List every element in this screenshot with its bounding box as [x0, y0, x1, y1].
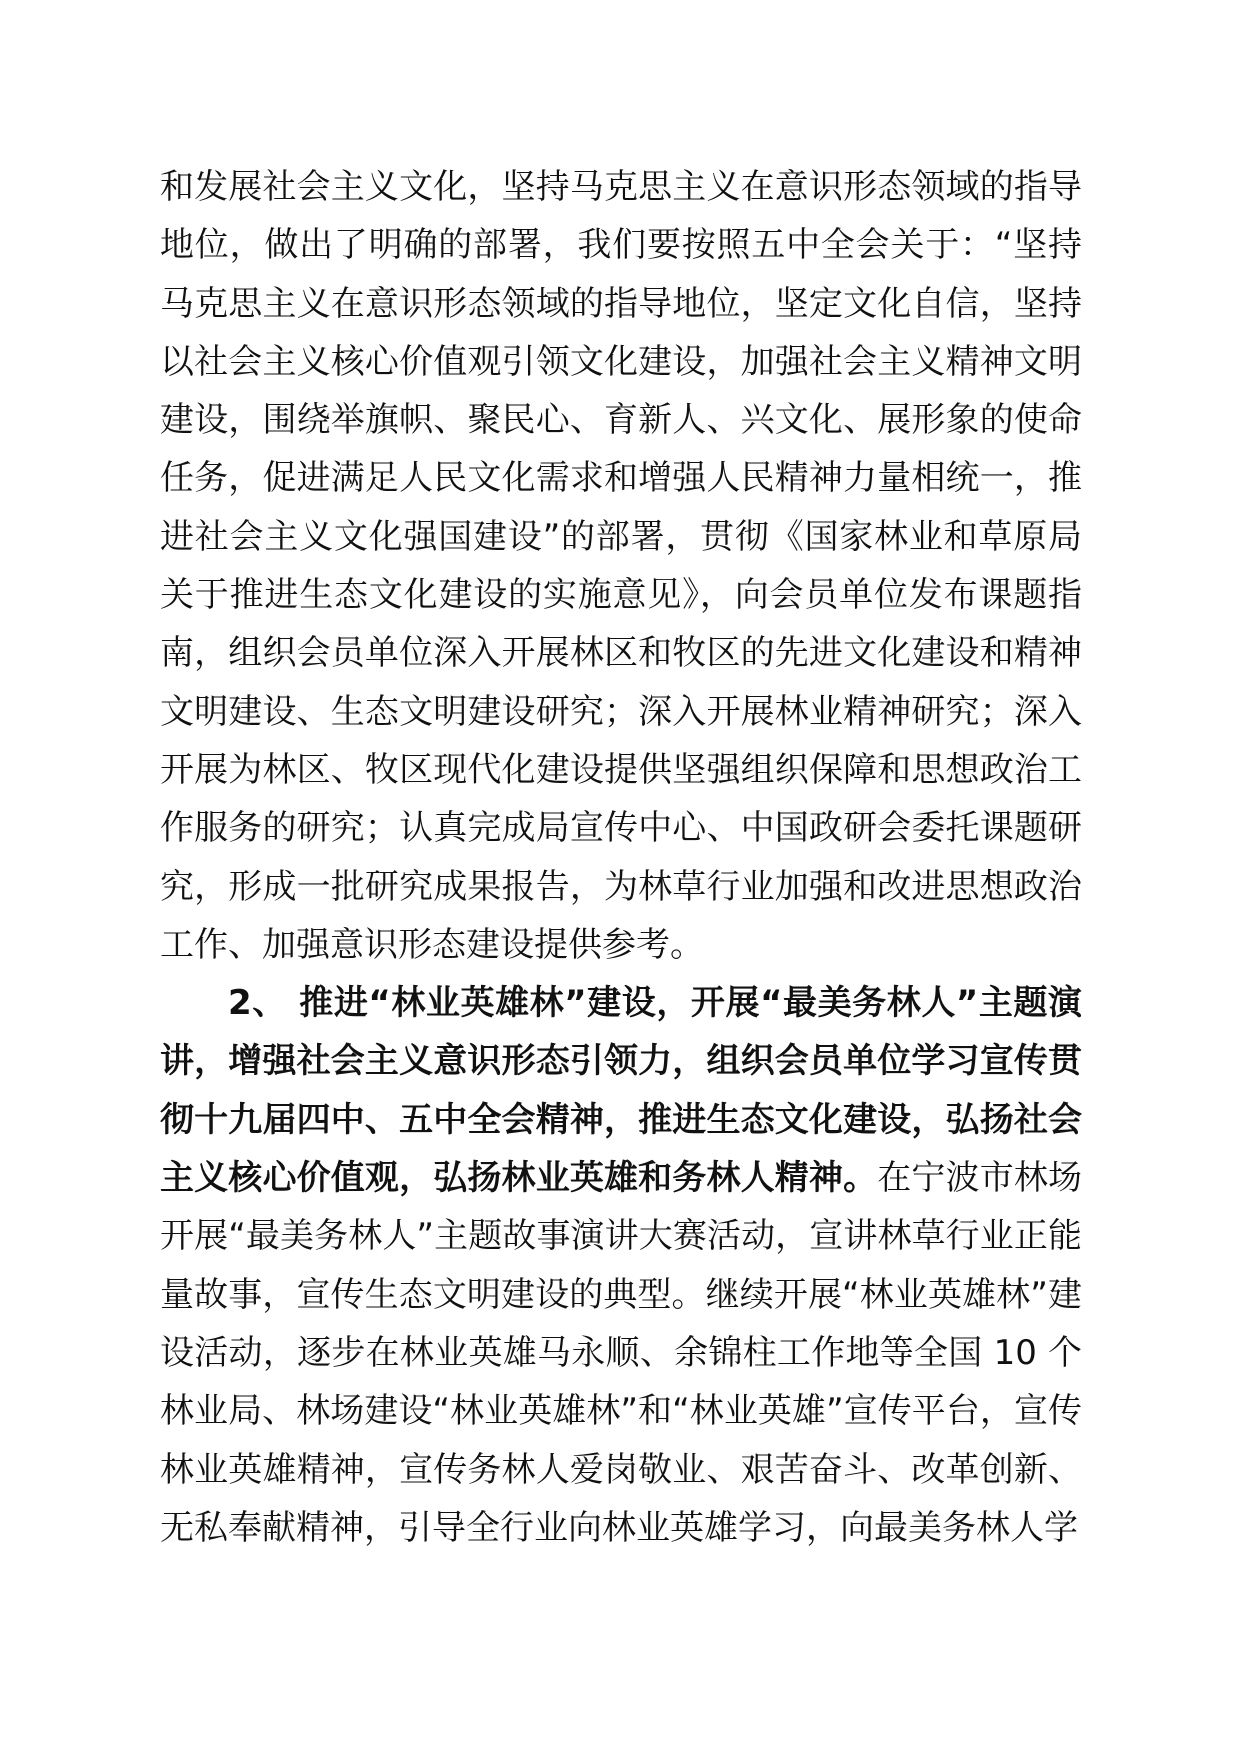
paragraph [160, 158, 1082, 974]
paragraph-text: 和发展社会主义文化，坚持马克思主义在意识形态领域的指导地位，做出了明确的部署，我们要按照五中全会关于：“坚持马克思主义在意识形态领域的指导地位，坚定文化自信，坚持以社会主义核心价值观引领文化建设，加强社会主义精神文明建设，围绕举旗帜、聚民心、育新人、兴文化、展形象的使命任务，促进满足人民文化需求和增强人民精神力量相统一，推进社会主义文化强国建设”的部署，贯彻《国家林业和草原局关于推进生态文化建设的实施意见》，向会员单位发布课题指南，组织会员单位深入开展林区和牧区的先进文化建设和精神文明建设、生态文明建设研究；深入开展林业精神研究；深入开展为林区、牧区现代化建设提供坚强组织保障和思想政治工作服务的研究；认真完成局宣传中心、中国政研会委托课题研究，形成一批研究成果报告，为林草行业加强和改进思想政治工作、加强意识形态建设提供参考。 [160, 167, 1082, 965]
paragraph-item-2 [160, 974, 1082, 1557]
item-2-body: 在宁波市林场开展“最美务林人”主题故事演讲大赛活动，宣讲林草行业正能量故事，宣传生态文明建设的典型。继续开展“林业英雄林”建设活动，逐步在林业英雄马永顺、余锦柱工作地等全国 10 个林业局、林场建设“林业英雄林”和“林业英雄”宣传平台，宣传林业英雄精神，宣传务林人爱岗敬业、艰苦奋斗、改革创新、无私奉献精神，引导全行业向林业英雄学习，向最美务林人学 [160, 1158, 1083, 1548]
body-text [160, 158, 1082, 1557]
item-2-heading: 2、 推进“林业英雄林”建设，开展“最美务林人”主题演讲，增强社会主义意识形态引领力，组织会员单位学习宣传贯彻十九届四中、五中全会精神，推进生态文化建设，弘扬社会主义核心价值观，弘扬林业英雄和务林人精神。 [160, 983, 1082, 1199]
